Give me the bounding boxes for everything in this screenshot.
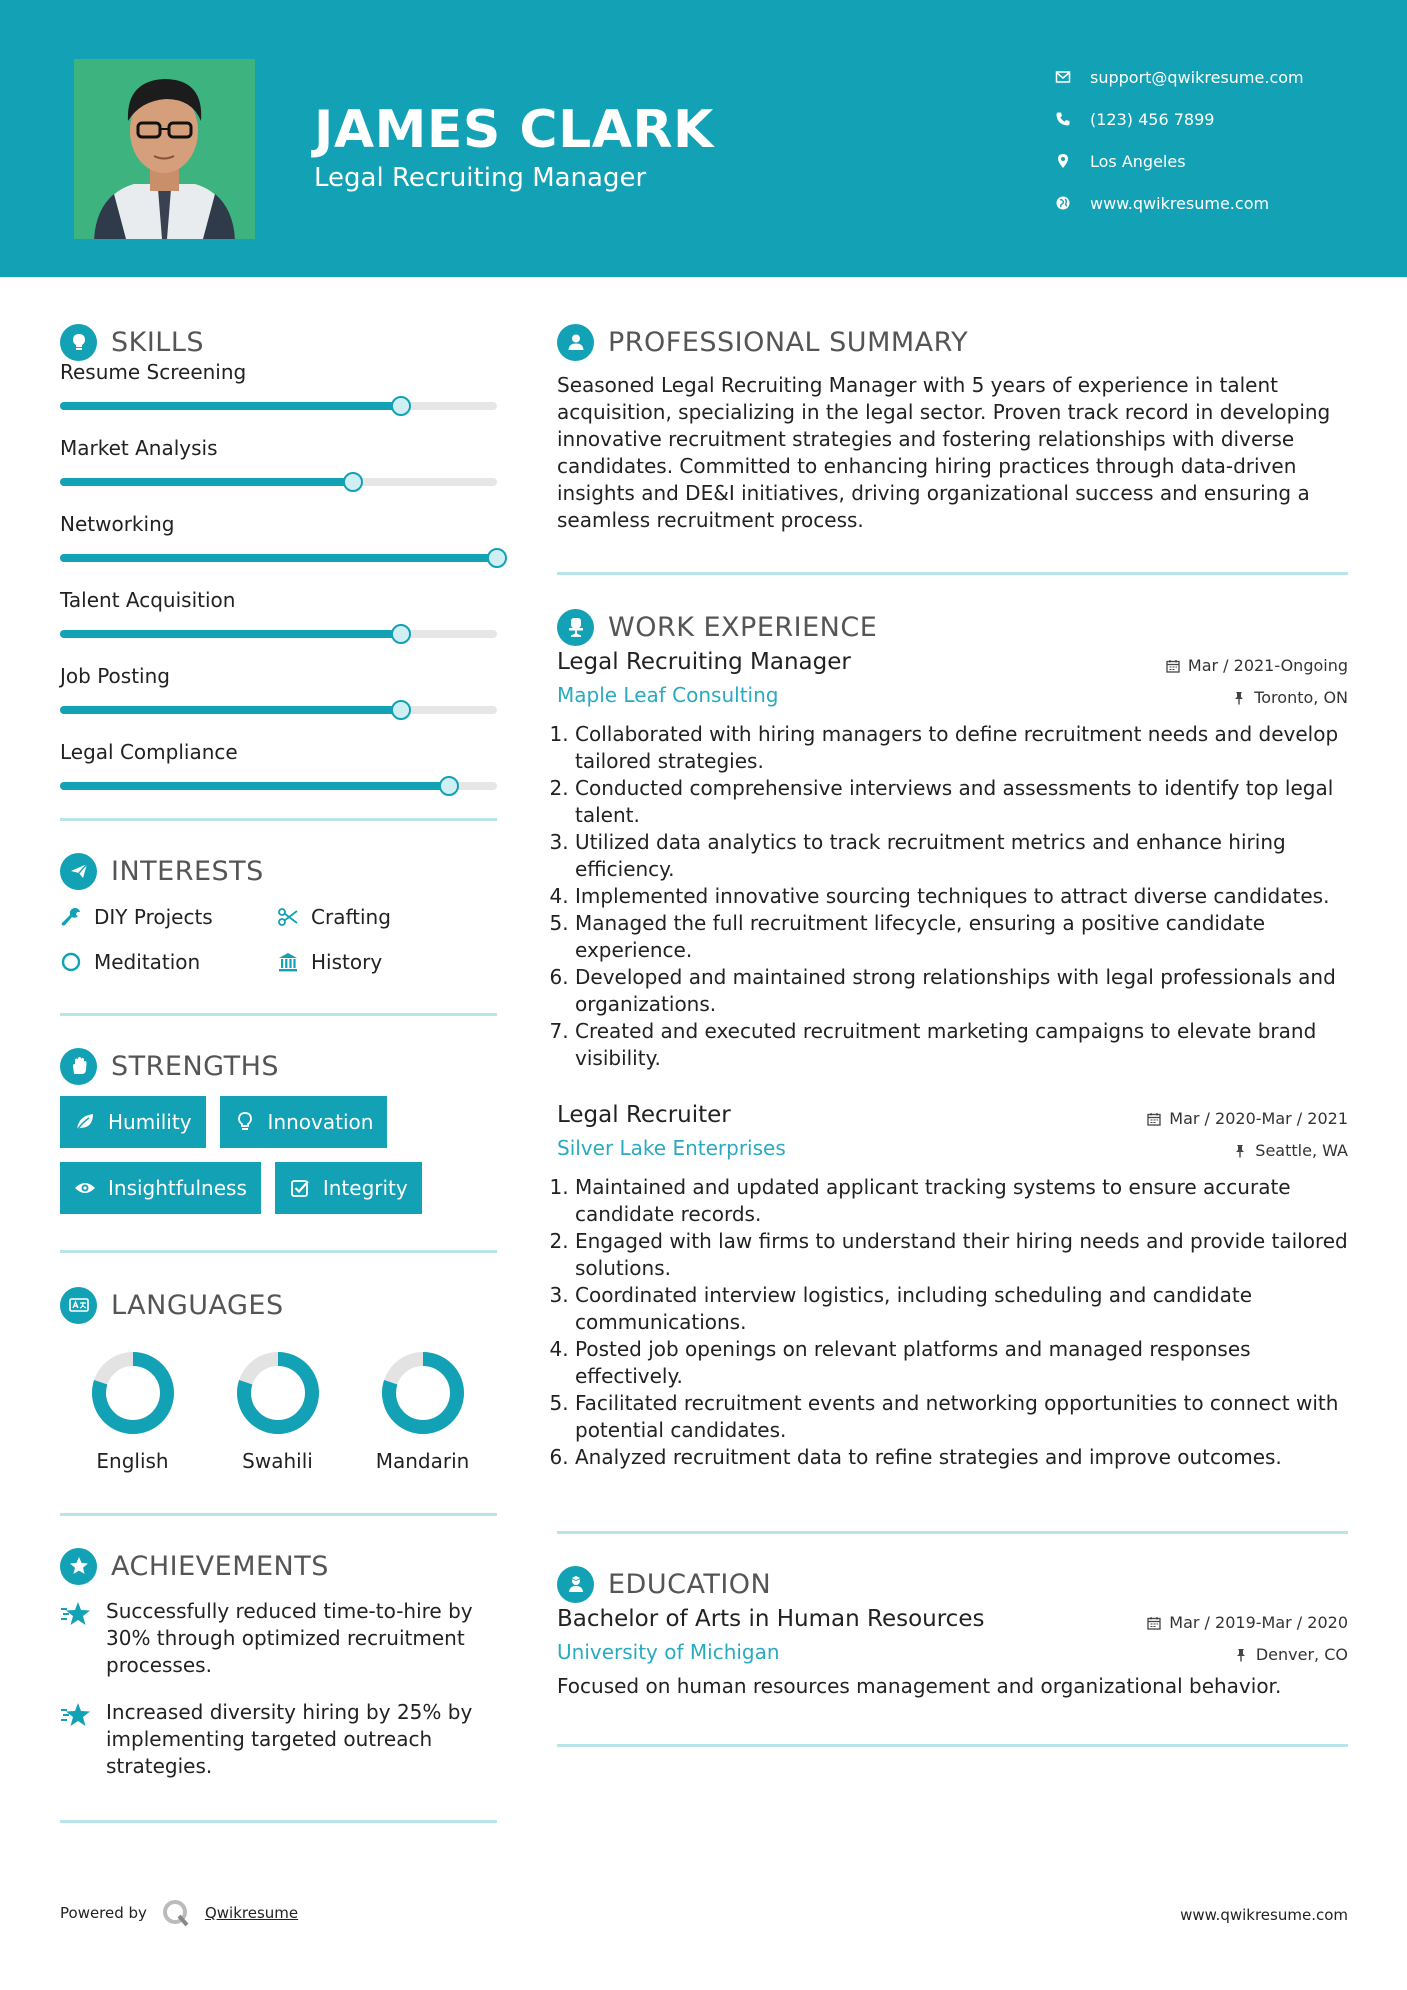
education-heading — [557, 1562, 1348, 1606]
skill-item — [60, 586, 497, 662]
interest-label: History — [311, 949, 383, 974]
skill-name: Networking — [60, 512, 175, 536]
skills-title: SKILLS — [111, 326, 205, 358]
section-divider — [60, 1250, 497, 1253]
strength-tag — [60, 1096, 206, 1148]
education-title: EDUCATION — [608, 1568, 772, 1600]
scissors-icon — [277, 906, 299, 928]
interest-label: Crafting — [311, 904, 391, 929]
skill-name: Job Posting — [60, 664, 170, 688]
job-bullet: 3. Coordinated interview logistics, including scheduling and candidate communications. — [575, 1282, 1348, 1336]
phone-icon — [1055, 111, 1090, 127]
experience-title: WORK EXPERIENCE — [608, 611, 878, 643]
job-bullet: 4. Implemented innovative sourcing techniques to attract diverse candidates. — [575, 883, 1348, 910]
job-entry — [557, 1102, 1348, 1471]
resume-header — [0, 0, 1407, 277]
interests-section — [60, 849, 497, 975]
skill-item — [60, 510, 497, 586]
skill-bar — [60, 706, 497, 714]
language-name: Mandarin — [375, 1449, 470, 1473]
job-location-text: Seattle, WA — [1255, 1141, 1348, 1160]
summary-section — [557, 320, 1348, 534]
skill-bar-knob — [343, 472, 363, 492]
job-bullet: 5. Managed the full recruitment lifecycle, ensuring a positive candidate experience. — [575, 910, 1348, 964]
interests-title: INTERESTS — [111, 855, 264, 887]
job-date — [1166, 656, 1348, 675]
skill-item — [60, 738, 497, 814]
language-item — [205, 1349, 350, 1473]
experience-section — [557, 605, 1348, 1471]
skill-item — [60, 358, 497, 434]
eye-icon — [74, 1177, 96, 1199]
job-date — [1147, 1109, 1348, 1128]
languages-heading — [60, 1283, 497, 1327]
candidate-name: JAMES CLARK — [314, 100, 714, 160]
star-icon — [60, 1600, 92, 1628]
star-icon — [60, 1701, 92, 1729]
interest-item — [60, 948, 277, 975]
education-description: Focused on human resources management and organizational behavior. — [557, 1674, 1282, 1698]
job-bullet: 4. Posted job openings on relevant platforms and managed responses effectively. — [575, 1336, 1348, 1390]
pushpin-icon — [1232, 691, 1246, 705]
skill-name: Talent Acquisition — [60, 588, 236, 612]
section-divider — [557, 572, 1348, 575]
brand-link[interactable]: Qwikresume — [204, 1904, 299, 1922]
leaf-icon — [74, 1111, 96, 1133]
skill-bar-knob — [439, 776, 459, 796]
job-date-text: Mar / 2020-Mar / 2021 — [1169, 1109, 1348, 1128]
skill-name: Market Analysis — [60, 436, 218, 460]
skill-name: Resume Screening — [60, 360, 247, 384]
summary-heading — [557, 320, 1348, 364]
footer-website[interactable]: www.qwikresume.com — [1180, 1906, 1348, 1924]
skill-bar-fill — [60, 402, 401, 410]
section-divider — [60, 1513, 497, 1516]
language-name: English — [96, 1449, 169, 1473]
language-donut — [234, 1349, 322, 1437]
interest-label: Meditation — [94, 949, 201, 974]
job-bullet: 2. Conducted comprehensive interviews and assessments to identify top legal talent. — [575, 775, 1348, 829]
job-bullet: 1. Collaborated with hiring managers to define recruitment needs and develop tailored strategies. — [575, 721, 1348, 775]
strength-label: Integrity — [322, 1176, 408, 1200]
language-item — [350, 1349, 495, 1473]
candidate-title: Legal Recruiting Manager — [314, 163, 647, 193]
left-column — [60, 320, 497, 1823]
job-entry — [557, 649, 1348, 1072]
skill-bar — [60, 402, 497, 410]
section-divider — [557, 1531, 1348, 1534]
interest-label: DIY Projects — [94, 904, 213, 929]
job-bullet: 2. Engaged with law firms to understand their hiring needs and provide tailored solutions. — [575, 1228, 1348, 1282]
job-bullets — [557, 721, 1348, 1072]
lightbulb-icon — [60, 324, 97, 361]
job-subheader — [557, 1136, 1348, 1160]
education-date — [1147, 1613, 1348, 1632]
pushpin-icon — [1233, 1144, 1247, 1158]
section-divider — [60, 818, 497, 821]
languages-section — [60, 1283, 497, 1473]
skill-bar-fill — [60, 782, 449, 790]
globe-icon — [1055, 195, 1090, 211]
summary-title: PROFESSIONAL SUMMARY — [608, 326, 969, 358]
achievements-title: ACHIEVEMENTS — [111, 1550, 329, 1582]
job-header — [557, 1102, 1348, 1128]
achievement-item — [60, 1598, 497, 1679]
skill-name: Legal Compliance — [60, 740, 238, 764]
company-name: Maple Leaf Consulting — [557, 683, 779, 707]
envelope-icon — [1055, 69, 1090, 85]
profile-photo — [74, 59, 255, 239]
job-location — [1232, 688, 1348, 707]
job-location — [1233, 1141, 1348, 1160]
skill-bar — [60, 630, 497, 638]
user-icon — [557, 324, 594, 361]
interest-item — [277, 948, 497, 975]
map-pin-icon — [1055, 153, 1090, 169]
contact-website[interactable] — [1055, 182, 1385, 224]
languages-list — [60, 1349, 497, 1473]
language-name: Swahili — [242, 1449, 313, 1473]
footer-powered-by — [60, 1898, 298, 1928]
strength-label: Humility — [108, 1110, 192, 1134]
contact-location — [1055, 140, 1385, 182]
skill-bar — [60, 782, 497, 790]
interests-heading — [60, 849, 497, 893]
calendar-icon — [1166, 659, 1180, 673]
skill-bar-fill — [60, 478, 353, 486]
job-bullet: 5. Facilitated recruitment events and networking opportunities to connect with potential candidates. — [575, 1390, 1348, 1444]
contact-website-text: www.qwikresume.com — [1090, 193, 1270, 213]
strengths-section — [60, 1044, 497, 1214]
strength-tag — [60, 1162, 261, 1214]
lightbulb-icon — [234, 1111, 256, 1133]
skill-bar-knob — [391, 396, 411, 416]
language-donut — [379, 1349, 467, 1437]
contact-location-text: Los Angeles — [1090, 151, 1186, 171]
education-location-text: Denver, CO — [1255, 1645, 1348, 1664]
strength-label: Insightfulness — [108, 1176, 247, 1200]
job-header — [557, 649, 1348, 675]
bank-icon — [277, 951, 299, 973]
degree-name: Bachelor of Arts in Human Resources — [557, 1606, 985, 1632]
language-item — [60, 1349, 205, 1473]
skill-bar-knob — [391, 700, 411, 720]
language-icon — [60, 1287, 97, 1324]
right-column — [557, 320, 1348, 1747]
qwikresume-logo-icon — [161, 1898, 191, 1928]
powered-by-label: Powered by — [60, 1904, 147, 1922]
section-divider — [60, 1013, 497, 1016]
strengths-heading — [60, 1044, 497, 1088]
job-date-text: Mar / 2021-Ongoing — [1187, 656, 1348, 675]
education-date-text: Mar / 2019-Mar / 2020 — [1169, 1613, 1348, 1632]
skill-bar-fill — [60, 554, 497, 562]
check-square-icon — [289, 1177, 311, 1199]
job-bullet: 6. Analyzed recruitment data to refine strategies and improve outcomes. — [575, 1444, 1348, 1471]
circle-icon — [60, 951, 82, 973]
interest-item — [277, 903, 497, 930]
experience-heading — [557, 605, 1348, 649]
skill-bar-knob — [487, 548, 507, 568]
calendar-icon — [1147, 1616, 1161, 1630]
contact-phone-text: (123) 456 7899 — [1090, 109, 1215, 129]
summary-text: Seasoned Legal Recruiting Manager with 5 years of experience in talent acquisition, specializing in the legal sector. Proven track record in developing innovative recruitment strategies and fostering relationships with diverse candidates. Committed to enhancing hiring practices through data-driven insights and DE&I initiatives, driving organizational success and ensuring a seamless recruitment process. — [557, 373, 1331, 532]
star-badge-icon — [60, 1548, 97, 1585]
achievements-section — [60, 1544, 497, 1780]
job-subheader — [557, 683, 1348, 707]
wrench-icon — [60, 906, 82, 928]
achievements-heading — [60, 1544, 497, 1588]
skill-bar — [60, 478, 497, 486]
graduate-icon — [557, 1566, 594, 1603]
strengths-list — [60, 1096, 497, 1214]
skills-section — [60, 320, 497, 814]
achievement-item — [60, 1699, 497, 1780]
language-donut — [89, 1349, 177, 1437]
strengths-title: STRENGTHS — [111, 1050, 280, 1082]
skill-bar-fill — [60, 630, 401, 638]
skills-list — [60, 358, 497, 814]
strength-label: Innovation — [267, 1110, 374, 1134]
skill-item — [60, 434, 497, 510]
calendar-icon — [1147, 1112, 1161, 1126]
strength-tag — [220, 1096, 388, 1148]
job-bullets — [557, 1174, 1348, 1471]
contact-email[interactable] — [1055, 56, 1385, 98]
section-divider — [60, 1820, 497, 1823]
job-bullet: 1. Maintained and updated applicant tracking systems to ensure accurate candidate records. — [575, 1174, 1348, 1228]
achievement-text: Increased diversity hiring by 25% by implementing targeted outreach strategies. — [106, 1700, 473, 1778]
job-title: Legal Recruiting Manager — [557, 649, 851, 675]
education-subheader — [557, 1640, 1348, 1664]
contact-phone[interactable] — [1055, 98, 1385, 140]
job-title: Legal Recruiter — [557, 1102, 731, 1128]
contact-email-text: support@qwikresume.com — [1090, 67, 1304, 87]
skill-bar-fill — [60, 706, 401, 714]
education-section — [557, 1562, 1348, 1698]
pushpin-icon — [1234, 1648, 1248, 1662]
section-divider — [557, 1744, 1348, 1747]
contact-list — [1055, 56, 1385, 224]
strength-tag — [275, 1162, 422, 1214]
education-header — [557, 1606, 1348, 1632]
job-location-text: Toronto, ON — [1254, 688, 1348, 707]
paper-plane-icon — [60, 853, 97, 890]
achievement-text: Successfully reduced time-to-hire by 30% through optimized recruitment processes. — [106, 1599, 473, 1677]
skill-bar — [60, 554, 497, 562]
skill-bar-knob — [391, 624, 411, 644]
education-location — [1234, 1645, 1348, 1664]
interests-list — [60, 903, 497, 975]
hand-icon — [60, 1048, 97, 1085]
job-bullet: 6. Developed and maintained strong relationships with legal professionals and organizations. — [575, 964, 1348, 1018]
company-name: Silver Lake Enterprises — [557, 1136, 786, 1160]
school-name: University of Michigan — [557, 1640, 780, 1664]
languages-title: LANGUAGES — [111, 1289, 284, 1321]
job-bullet: 7. Created and executed recruitment marketing campaigns to elevate brand visibility. — [575, 1018, 1348, 1072]
office-chair-icon — [557, 609, 594, 646]
interest-item — [60, 903, 277, 930]
skill-item — [60, 662, 497, 738]
job-bullet: 3. Utilized data analytics to track recruitment metrics and enhance hiring efficiency. — [575, 829, 1348, 883]
